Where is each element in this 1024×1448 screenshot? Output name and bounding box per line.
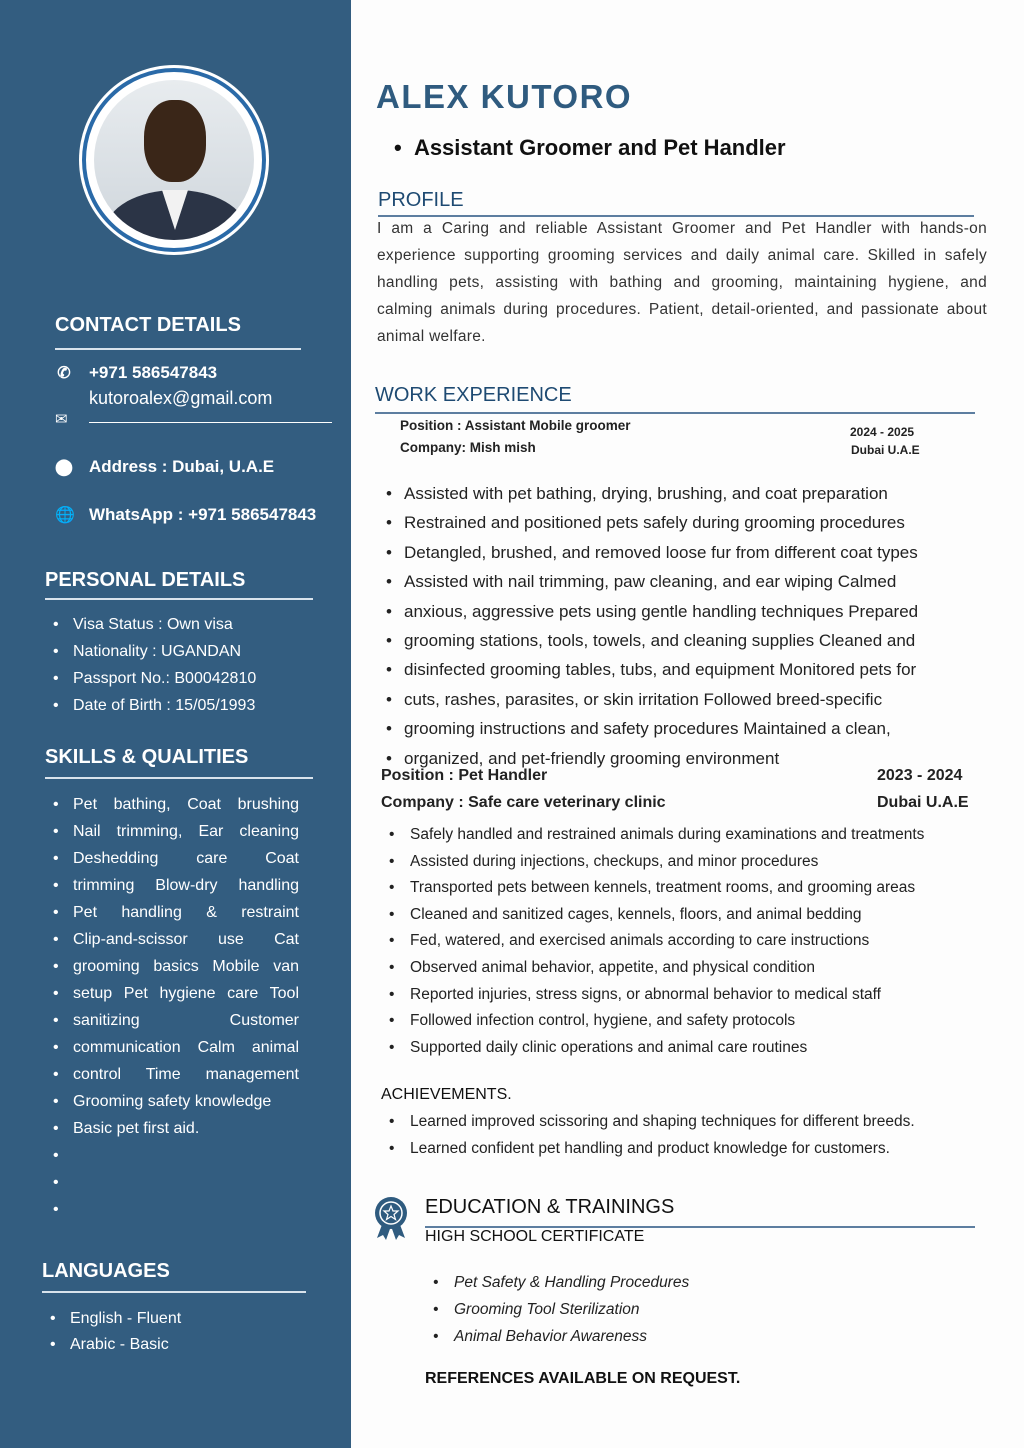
list-item: • grooming stations, tools, towels, and cleaning supplies Cleaned and <box>381 626 1001 655</box>
contact-address: ⬤ Address : Dubai, U.A.E <box>55 457 275 476</box>
list-item: • Restrained and positioned pets safely during grooming procedures <box>381 508 1001 537</box>
list-item <box>45 1061 299 1088</box>
list-item: • disinfected grooming tables, tubs, and equipment Monitored pets for <box>381 655 1001 684</box>
job-years: 2024 - 2025 <box>850 425 915 439</box>
list-item-text: • Clip-and-scissor use Cat <box>73 931 299 948</box>
achievements-heading: ACHIEVEMENTS. <box>381 1086 512 1103</box>
list-item-text: • Pet bathing, Coat brushing <box>73 796 299 813</box>
list-item-text: • Pet handling & restraint <box>73 904 299 921</box>
list-item: • Arabic - Basic <box>42 1332 302 1358</box>
list-item <box>45 818 299 845</box>
contact-phone: ✆ +971 586547843 <box>55 363 217 383</box>
personal-list <box>45 611 305 719</box>
job-years: 2023 - 2024 <box>877 767 963 784</box>
job-location: Dubai U.A.E <box>851 443 920 457</box>
divider <box>375 412 975 414</box>
profile-text: I am a Caring and reliable Assistant Groomer and Pet Handler with hands-on experience supporting grooming services and daily animal care. Skilled in safely handling pets, assisting with bathing and grooming, maintaining hygiene, and calming animals during procedures. Patient, detail-oriented, and passionate about animal welfare. <box>377 220 987 345</box>
list-item: • Supported daily clinic operations and animal care routines <box>381 1035 1011 1062</box>
list-item: • Followed infection control, hygiene, and safety protocols <box>381 1008 1011 1035</box>
list-item: • Assisted with pet bathing, drying, brushing, and coat preparation <box>381 479 1001 508</box>
job-position: Position : Assistant Mobile groomer <box>400 418 631 433</box>
list-item: • Learned improved scissoring and shaping techniques for different breeds. <box>381 1109 1011 1136</box>
list-item <box>45 1142 299 1169</box>
divider <box>45 777 313 779</box>
list-item: • Safely handled and restrained animals during examinations and treatments <box>381 822 1011 849</box>
list-item <box>45 980 299 1007</box>
list-item <box>45 1034 299 1061</box>
list-item: • Fed, watered, and exercised animals according to care instructions <box>381 928 1011 955</box>
list-item-text: • setup Pet hygiene care Tool <box>73 985 299 1002</box>
list-item-text <box>73 1142 299 1169</box>
list-item: • Cleaned and sanitized cages, kennels, floors, and animal bedding <box>381 902 1011 929</box>
email-underline <box>89 422 332 423</box>
list-item: • organized, and pet-friendly grooming environment <box>381 744 1001 773</box>
list-item: • Visa Status : Own visa <box>45 611 305 638</box>
list-item: • grooming instructions and safety procedures Maintained a clean, <box>381 714 1001 743</box>
list-item <box>45 1088 299 1115</box>
list-item-text: • Nail trimming, Ear cleaning <box>73 823 299 840</box>
contact-whatsapp: 🌐 WhatsApp : +971 586547843 <box>55 505 317 524</box>
certificate: HIGH SCHOOL CERTIFICATE <box>425 1228 645 1245</box>
divider <box>42 1291 306 1293</box>
list-item <box>45 1007 299 1034</box>
training-list <box>425 1269 825 1350</box>
list-item-text: • control Time management <box>73 1066 299 1083</box>
list-item: • Nationality : UGANDAN <box>45 638 305 665</box>
list-item-text: • Basic pet first aid. <box>73 1120 200 1137</box>
location-pin-icon: ⬤ <box>55 459 73 476</box>
list-item-text: • sanitizing Customer <box>73 1012 299 1029</box>
list-item <box>45 899 299 926</box>
mail-icon: ✉ <box>55 411 68 428</box>
job-duties <box>381 822 1011 1061</box>
divider <box>45 598 313 600</box>
list-item: • Detangled, brushed, and removed loose fur from different coat types <box>381 538 1001 567</box>
list-item <box>45 845 299 872</box>
list-item: • Date of Birth : 15/05/1993 <box>45 692 305 719</box>
languages-list <box>42 1306 302 1358</box>
contact-heading: CONTACT DETAILS <box>55 314 241 336</box>
skills-heading: SKILLS & QUALITIES <box>45 746 249 768</box>
list-item: • Grooming Tool Sterilization <box>425 1296 825 1323</box>
profile-heading: PROFILE <box>378 189 464 211</box>
profile-photo <box>82 68 266 252</box>
list-item: • Transported pets between kennels, treatment rooms, and grooming areas <box>381 875 1011 902</box>
skills-list <box>45 791 299 1223</box>
list-item-text: • Deshedding care Coat <box>73 850 299 867</box>
list-item-text <box>73 1196 299 1223</box>
languages-heading: LANGUAGES <box>42 1260 170 1282</box>
list-item-text: • communication Calm animal <box>73 1039 299 1056</box>
personal-heading: PERSONAL DETAILS <box>45 569 246 591</box>
list-item <box>45 1169 299 1196</box>
list-item: • Observed animal behavior, appetite, and physical condition <box>381 955 1011 982</box>
job-title: • Assistant Groomer and Pet Handler <box>394 135 786 160</box>
list-item: • Animal Behavior Awareness <box>425 1323 825 1350</box>
list-item <box>45 1115 299 1142</box>
work-heading: WORK EXPERIENCE <box>375 384 572 406</box>
list-item <box>45 953 299 980</box>
sidebar <box>0 0 351 1448</box>
list-item: • Pet Safety & Handling Procedures <box>425 1269 825 1296</box>
list-item: • English - Fluent <box>42 1306 302 1332</box>
list-item <box>45 1196 299 1223</box>
phone-icon: ✆ <box>57 365 71 382</box>
list-item: • anxious, aggressive pets using gentle handling techniques Prepared <box>381 597 1001 626</box>
list-item-text: • Grooming safety knowledge <box>73 1093 272 1110</box>
list-item-text: • grooming basics Mobile van <box>73 958 299 975</box>
list-item: • Assisted during injections, checkups, and minor procedures <box>381 849 1011 876</box>
list-item <box>45 872 299 899</box>
list-item: • Assisted with nail trimming, paw cleaning, and ear wiping Calmed <box>381 567 1001 596</box>
list-item-text <box>73 1169 299 1196</box>
education-heading: EDUCATION & TRAININGS <box>425 1196 675 1218</box>
candidate-name: ALEX KUTORO <box>376 78 633 115</box>
list-item <box>45 926 299 953</box>
job-location: Dubai U.A.E <box>877 794 969 811</box>
job-duties <box>381 479 1001 773</box>
job-company: Company: Mish mish <box>400 440 536 455</box>
list-item-text: • trimming Blow-dry handling <box>73 877 299 894</box>
list-item: • Learned confident pet handling and product knowledge for customers. <box>381 1136 1011 1163</box>
job-position: Position : Pet Handler <box>381 767 548 784</box>
divider <box>55 348 301 350</box>
list-item: • Passport No.: B00042810 <box>45 665 305 692</box>
list-item: • Reported injuries, stress signs, or abnormal behavior to medical staff <box>381 982 1011 1009</box>
list-item: • cuts, rashes, parasites, or skin irritation Followed breed-specific <box>381 685 1001 714</box>
globe-icon: 🌐 <box>55 507 75 524</box>
achievements-list <box>381 1109 1011 1162</box>
job-company: Company : Safe care veterinary clinic <box>381 794 666 811</box>
list-item <box>45 791 299 818</box>
contact-email[interactable]: kutoroalex@gmail.com <box>89 388 273 408</box>
references-note: REFERENCES AVAILABLE ON REQUEST. <box>425 1370 741 1387</box>
award-badge-icon <box>373 1196 409 1240</box>
